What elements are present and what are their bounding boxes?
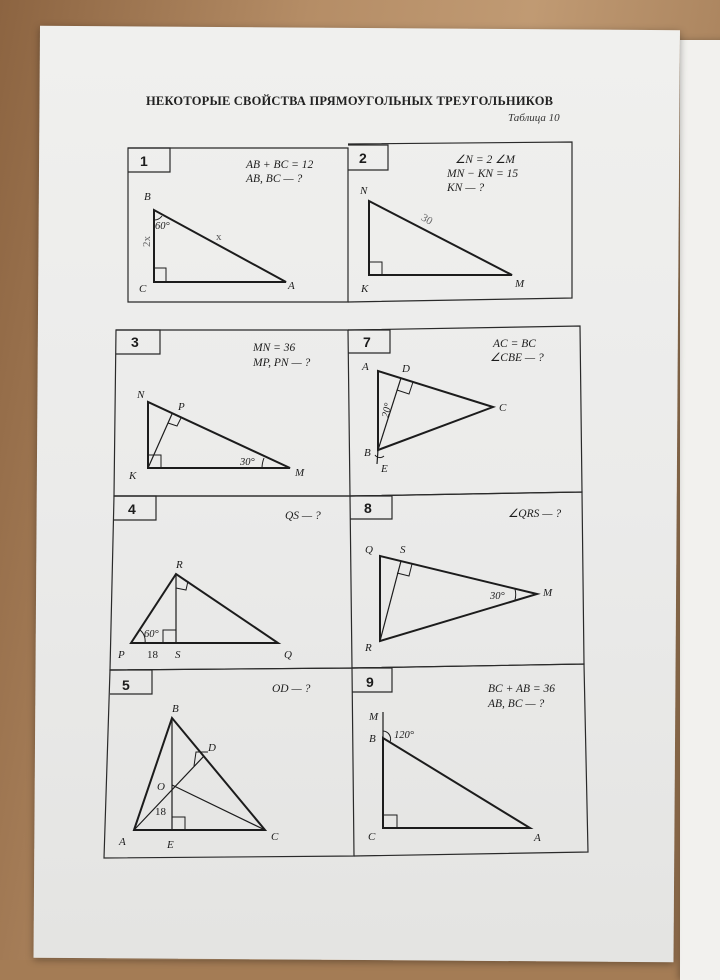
problem-9 bbox=[366, 674, 555, 844]
triangle-9-sides bbox=[383, 738, 530, 828]
segment-oc bbox=[172, 785, 265, 830]
altitude-kp bbox=[148, 414, 172, 468]
tab-5-frame bbox=[110, 670, 152, 694]
vertex-a5-label: A bbox=[119, 836, 126, 848]
vertex-c5-label: C bbox=[271, 831, 279, 843]
problem-3 bbox=[128, 334, 311, 482]
problem-9-condition-1: BC + AB = 36 bbox=[488, 683, 556, 695]
triangle-1-sides bbox=[154, 210, 286, 282]
angle-arc-b bbox=[154, 216, 162, 220]
tab-1-frame bbox=[128, 148, 170, 172]
box-3-frame bbox=[114, 330, 350, 496]
problem-5-number: 5 bbox=[122, 677, 130, 693]
vertex-a7-label: A bbox=[362, 361, 369, 373]
tab-2-frame bbox=[348, 145, 388, 170]
angle-p4-label: 60° bbox=[144, 629, 159, 640]
segment-ps-length: 18 bbox=[147, 649, 158, 661]
triangle-5-sides bbox=[134, 718, 265, 830]
vertex-s4-label: S bbox=[175, 649, 181, 661]
vertex-s8-label: S bbox=[400, 544, 406, 556]
problem-2 bbox=[359, 150, 525, 295]
problem-8-condition-1: ∠QRS — ? bbox=[508, 508, 562, 520]
angle-b7-label: 20° bbox=[380, 402, 395, 419]
problem-5 bbox=[118, 677, 311, 851]
page-title: НЕКОТОРЫЕ СВОЙСТВА ПРЯМОУГОЛЬНЫХ ТРЕУГОЛЬНИКОВ bbox=[146, 94, 554, 108]
vertex-c9-label: C bbox=[368, 831, 376, 843]
right-angle-mark-c9 bbox=[383, 815, 397, 828]
angle-arc-m bbox=[262, 458, 264, 468]
right-angle-mark-c bbox=[154, 268, 166, 282]
problem-7-condition-2: ∠CBE — ? bbox=[490, 352, 544, 364]
angle-m8-label: 30° bbox=[490, 591, 505, 602]
problem-9-number: 9 bbox=[366, 674, 374, 690]
vertex-b5-label: B bbox=[172, 703, 179, 715]
vertex-r8-label: R bbox=[365, 642, 372, 654]
problem-4-number: 4 bbox=[128, 501, 136, 517]
triangle-8-sides bbox=[380, 556, 537, 641]
right-angle-mark-r bbox=[176, 581, 188, 590]
problem-2-number: 2 bbox=[359, 150, 367, 166]
problem-7-number: 7 bbox=[363, 334, 371, 350]
vertex-b9-label: B bbox=[369, 733, 376, 745]
vertex-e7-label: E bbox=[381, 463, 388, 475]
vertex-p3-label: P bbox=[178, 401, 185, 413]
vertex-a-label: A bbox=[288, 280, 295, 292]
vertex-q8-label: Q bbox=[365, 544, 373, 556]
vertex-k3-label: K bbox=[129, 470, 137, 482]
box-2-frame bbox=[348, 142, 572, 302]
problem-2-condition-1: ∠N = 2 ∠M bbox=[455, 154, 516, 166]
problem-8 bbox=[364, 500, 561, 654]
vertex-p4-label: P bbox=[118, 649, 125, 661]
triangle-2-sides bbox=[369, 201, 512, 275]
pencil-note-x: x bbox=[216, 231, 222, 243]
vertex-n3-label: N bbox=[137, 389, 145, 401]
pencil-note-2x: 2x bbox=[141, 236, 153, 247]
problem-boxes bbox=[104, 142, 588, 858]
vertex-m3-label: M bbox=[295, 467, 305, 479]
vertex-k-label: K bbox=[361, 283, 369, 295]
problem-3-number: 3 bbox=[131, 334, 139, 350]
problem-2-condition-2: MN − KN = 15 bbox=[447, 168, 519, 180]
problem-2-condition-3: KN — ? bbox=[447, 182, 485, 194]
angle-b-label: 60° bbox=[155, 221, 170, 232]
vertex-n-label: N bbox=[360, 185, 368, 197]
right-angle-mark-e bbox=[172, 817, 185, 830]
angle-arc-b7 bbox=[375, 455, 384, 458]
problem-7 bbox=[361, 334, 544, 475]
triangle-3-sides bbox=[148, 402, 290, 468]
problem-4 bbox=[117, 501, 321, 661]
pencil-note-30: 30 bbox=[419, 211, 435, 228]
altitude-ad bbox=[134, 756, 204, 830]
problem-9-condition-2: AB, BC — ? bbox=[488, 698, 545, 710]
vertex-r4-label: R bbox=[176, 559, 183, 571]
angle-arc-m8 bbox=[515, 589, 516, 600]
problem-7-condition-1: AC = BC bbox=[493, 338, 536, 350]
vertex-o5-label: O bbox=[157, 781, 165, 793]
right-angle-mark-k3 bbox=[148, 455, 161, 468]
problem-5-condition-1: OD — ? bbox=[272, 683, 311, 695]
vertex-d7-label: D bbox=[402, 363, 410, 375]
vertex-c7-label: C bbox=[499, 402, 507, 414]
table-number: Таблица 10 bbox=[508, 112, 560, 124]
triangle-7-sides bbox=[378, 371, 493, 450]
vertex-c-label: C bbox=[139, 283, 147, 295]
problem-3-condition-1: MN = 36 bbox=[253, 342, 296, 354]
right-angle-mark-k bbox=[369, 262, 382, 275]
vertex-m-label: M bbox=[515, 278, 525, 290]
vertex-d5-label: D bbox=[208, 742, 216, 754]
segment-oe-length: 18 bbox=[155, 806, 166, 818]
vertex-b-label: B bbox=[144, 191, 151, 203]
vertex-m8-label: M bbox=[543, 587, 553, 599]
problem-1 bbox=[139, 153, 314, 295]
right-angle-mark-s bbox=[163, 630, 176, 643]
problem-1-condition-2: AB, BC — ? bbox=[246, 173, 303, 185]
problem-8-number: 8 bbox=[364, 500, 372, 516]
angle-m3-label: 30° bbox=[240, 457, 255, 468]
problem-1-condition-1: AB + BC = 12 bbox=[246, 159, 314, 171]
vertex-a9-label: A bbox=[534, 832, 541, 844]
problem-3-condition-2: MP, PN — ? bbox=[253, 357, 311, 369]
problem-4-condition-1: QS — ? bbox=[285, 510, 321, 522]
vertex-b7-label: B bbox=[364, 447, 371, 459]
vertex-e5-label: E bbox=[167, 839, 174, 851]
angle-b9-label: 120° bbox=[394, 730, 414, 741]
vertex-q4-label: Q bbox=[284, 649, 292, 661]
problem-1-number: 1 bbox=[140, 153, 148, 169]
vertex-m9-label: M bbox=[369, 711, 379, 723]
